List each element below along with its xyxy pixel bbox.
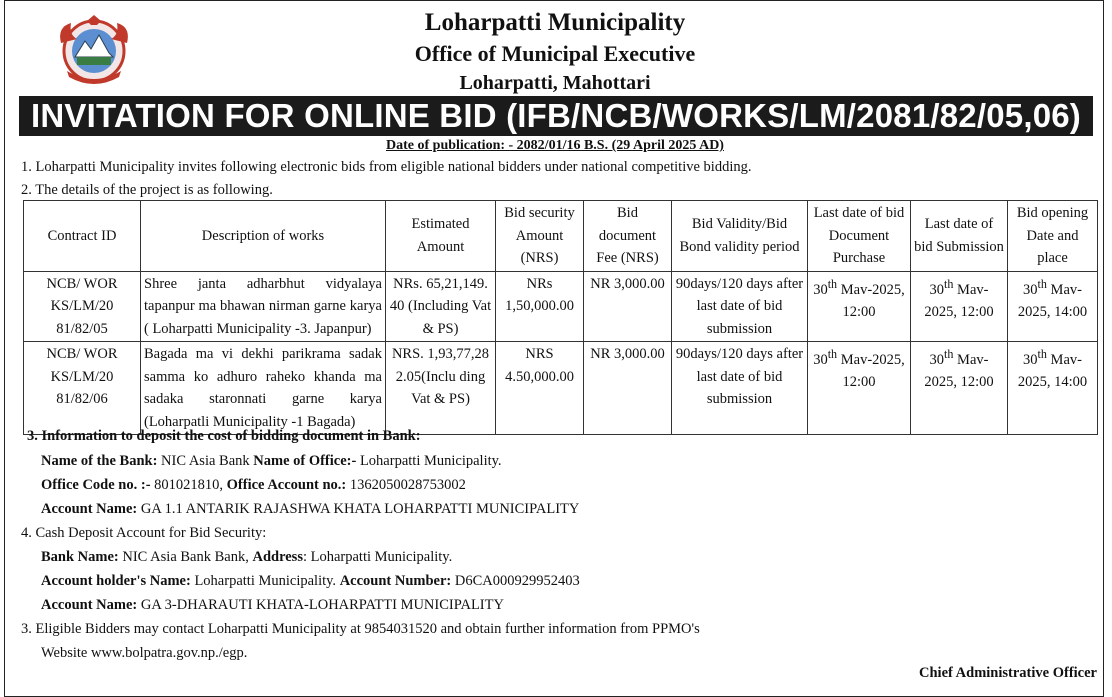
notice-page <box>4 0 1104 697</box>
purchase-date <box>808 271 911 342</box>
header-validity: Bid Validity/Bid Bond validity period <box>672 201 808 272</box>
date-rest: Mav-2025, 12:00 <box>924 351 994 391</box>
office-account-value: 1362050028753002 <box>346 477 466 493</box>
date-day: 30 <box>813 351 828 368</box>
header-estimated: Estimated Amount <box>386 201 496 272</box>
date-rest: Mav-2025, 14:00 <box>1017 351 1088 391</box>
date-rest: Mav-2025, 12:00 <box>837 281 905 320</box>
date-day: 30 <box>1023 351 1038 368</box>
office-code-value: 801021810, <box>150 477 227 493</box>
point-1: 1. Loharpatti Municipality invites following electronic bids from eligible national bidders under national competitive bidding. <box>21 159 752 175</box>
header-opening: Bid opening Date and place <box>1008 201 1098 272</box>
opening-date <box>1008 342 1098 435</box>
signature-title: Chief Administrative Officer <box>919 665 1097 681</box>
date-rest: Mav-2025, 14:00 <box>1017 281 1088 320</box>
header <box>5 7 1105 97</box>
holder-name-label: Account holder's Name: <box>41 573 191 589</box>
date-day: 30 <box>929 281 945 298</box>
header-doc-fee: Bid document Fee (NRS) <box>584 201 672 272</box>
date-day: 30 <box>1023 281 1038 298</box>
section-4-bank-line <box>41 547 452 567</box>
section-3-title: 3. Information to deposit the cost of bidding document in Bank: <box>27 428 421 444</box>
bank-name-label: Name of the Bank: <box>41 453 158 469</box>
office-account-label: Office Account no.: <box>226 477 347 493</box>
office-name-value: Loharpatti Municipality. <box>356 453 502 469</box>
header-contract-id: Contract ID <box>24 201 141 272</box>
account-number-value: D6CA000929952403 <box>451 573 580 589</box>
doc-fee: NR 3,000.00 <box>584 271 672 342</box>
purchase-date <box>808 342 911 435</box>
contract-id: NCB/ WOR KS/LM/20 81/82/06 <box>24 342 141 435</box>
date-suffix: th <box>1037 347 1047 361</box>
bid-title-banner: INVITATION FOR ONLINE BID (IFB/NCB/WORKS/LM/2081/82/05,06) <box>19 96 1093 136</box>
bank-name-value: NIC Asia Bank <box>157 453 254 469</box>
account-name-label: Account Name: <box>41 501 138 517</box>
opening-date <box>1008 271 1098 342</box>
table-row <box>24 342 1098 435</box>
validity-period: 90days/120 days after last date of bid submission <box>672 342 808 435</box>
validity-period: 90days/120 days after last date of bid submission <box>672 271 808 342</box>
bank-name-label: Bank Name: <box>41 549 119 565</box>
address-label: Address <box>252 549 303 565</box>
account-name-value: GA 1.1 ANTARIK RAJASHWA KHATA LOHARPATTI MUNICIPALITY <box>137 501 580 517</box>
location: Loharpatti, Mahottari <box>459 72 651 94</box>
contract-id: NCB/ WOR KS/LM/20 81/82/05 <box>24 271 141 342</box>
section-4-title: 4. Cash Deposit Account for Bid Security: <box>21 525 267 541</box>
account-name-label: Account Name: <box>41 597 138 613</box>
date-rest: Mav-2025, 12:00 <box>924 281 994 320</box>
work-description: Bagada ma vi dekhi parikrama sadak samma ko adhuro raheko khanda ma sadaka staronnati garne karya (Loharpatli Municipality -1 Bagada) <box>141 342 386 435</box>
org-name: Loharpatti Municipality <box>424 9 686 36</box>
point-2: 2. The details of the project is as following. <box>21 182 273 198</box>
holder-name-value: Loharpatti Municipality. <box>190 573 340 589</box>
publication-date: Date of publication: - 2082/01/16 B.S. (29 April 2025 AD) <box>386 138 724 153</box>
submission-date <box>911 271 1008 342</box>
header-last-submission: Last date of bid Submission <box>911 201 1008 272</box>
date-rest: Mav-2025, 12:00 <box>837 351 905 391</box>
office-name-label: Name of Office:- <box>253 453 357 469</box>
section-5-line-1: 3. Eligible Bidders may contact Loharpatti Municipality at 9854031520 and obtain further information from PPMO's <box>21 621 700 637</box>
account-number-label: Account Number: <box>339 573 452 589</box>
table-row <box>24 271 1098 342</box>
bid-security: NRS 4.50,000.00 <box>496 342 584 435</box>
section-5-line-2: Website www.bolpatra.gov.np./egp. <box>41 645 248 661</box>
section-3-bank-line <box>41 451 502 471</box>
date-suffix: th <box>944 276 954 291</box>
bid-details-table <box>23 200 1098 435</box>
estimated-amount: NRS. 1,93,77,28 2.05(Inclu ding Vat & PS) <box>386 342 496 435</box>
header-last-purchase: Last date of bid Document Purchase <box>808 201 911 272</box>
date-suffix: th <box>827 276 838 291</box>
submission-date <box>911 342 1008 435</box>
date-suffix: th <box>827 347 838 361</box>
office-name: Office of Municipal Executive <box>414 41 696 66</box>
estimated-amount: NRs. 65,21,149. 40 (Including Vat & PS) <box>386 271 496 342</box>
section-3-account-line <box>41 499 579 519</box>
doc-fee: NR 3,000.00 <box>584 342 672 435</box>
header-description: Description of works <box>141 201 386 272</box>
work-description: Shree janta adharbhut vidyalaya tapanpur ma bhawan nirman garne karya ( Loharpatti Municipality -3. Japanpur) <box>141 271 386 342</box>
table-header-row <box>24 201 1098 272</box>
address-value: : Loharpatti Municipality. <box>302 549 453 565</box>
date-day: 30 <box>929 351 945 368</box>
date-suffix: th <box>1037 276 1047 291</box>
section-4-account-line <box>41 595 504 615</box>
bank-name-value: NIC Asia Bank Bank, <box>118 549 253 565</box>
section-3-code-line <box>41 475 466 495</box>
bid-security: NRs 1,50,000.00 <box>496 271 584 342</box>
date-day: 30 <box>813 281 828 298</box>
office-code-label: Office Code no. :- <box>41 477 151 493</box>
section-4-holder-line <box>41 571 580 591</box>
date-suffix: th <box>944 347 954 361</box>
account-name-value: GA 3-DHARAUTI KHATA-LOHARPATTI MUNICIPALITY <box>137 597 504 613</box>
header-security: Bid security Amount (NRS) <box>496 201 584 272</box>
